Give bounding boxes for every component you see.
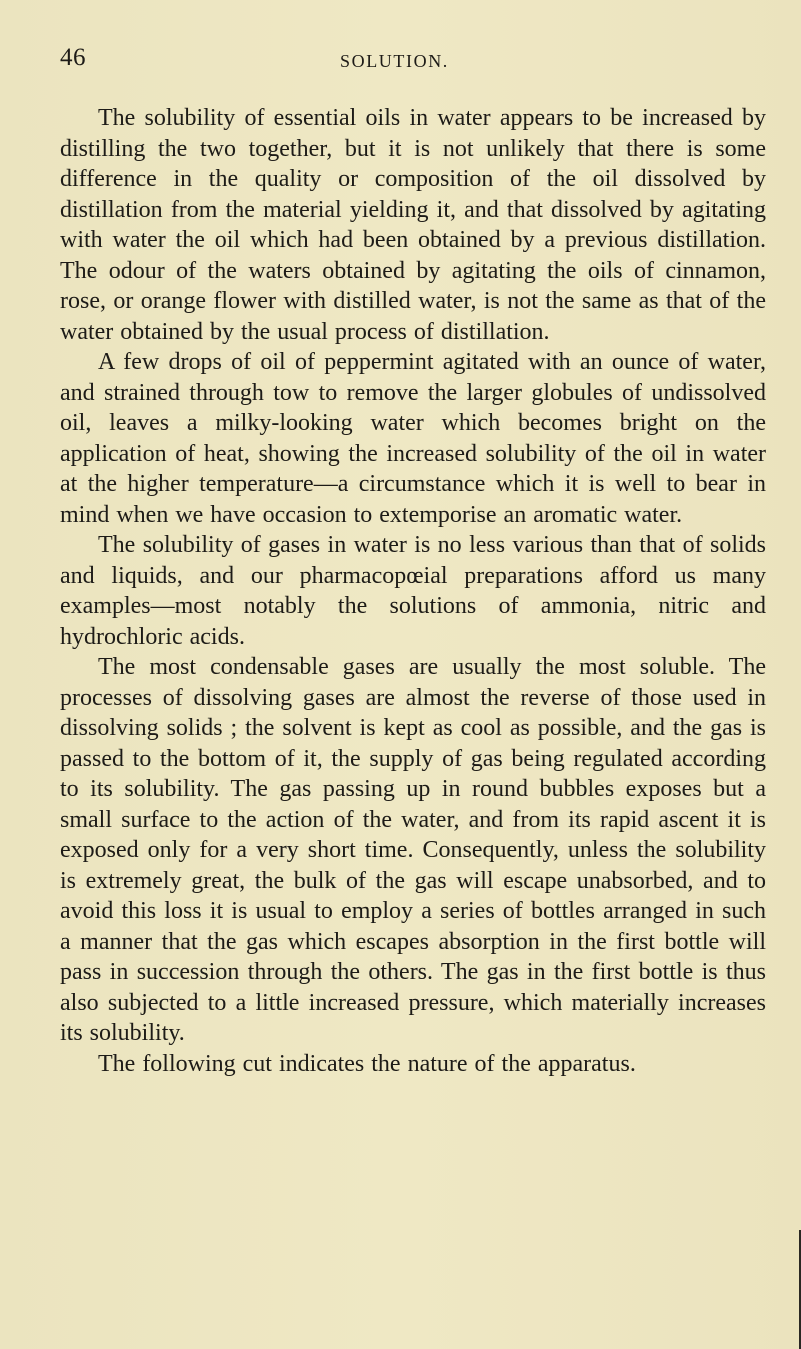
paragraph-gases-solubility: The solubility of gases in water is no less various than that of solids and liquids, and our pharmacopœial preparations afford us many examples—most notably the solutions of ammonia, nitric and hydrochloric acids. (60, 532, 766, 650)
body-text (60, 103, 766, 1079)
paragraph-condensable-gases: The most condensable gases are usually the most soluble. The processes of dissolving gases are almost the reverse of those used in dissolving solids ; the solvent is kept as cool as possible, and the gas is passed to the bottom of it, the supply of gas being regulated according to its solubility. The gas passing up in round bubbles exposes but a small surface to the action of the water, and from its rapid ascent it is exposed only for a very short time. Consequently, unless the solubility is extremely great, the bulk of the gas will escape unabsorbed, and to avoid this loss it is usual to employ a series of bottles arranged in such a manner that the gas which escapes absorption in the first bottle will pass in succession through the others. The gas in the first bottle is thus also subjected to a little increased pressure, which materially increases its solubility. (60, 654, 766, 1046)
paragraph-apparatus: The following cut indicates the nature of the apparatus. (98, 1050, 636, 1077)
page-header (60, 44, 750, 84)
page-number: 46 (60, 44, 86, 71)
running-head: SOLUTION. (340, 51, 449, 71)
paragraph-essential-oils: The solubility of essential oils in water appears to be increased by distilling the two together, but it is not unlikely that there is some difference in the quality or composition of the oil dissolved by distillation from the material yielding it, and that dissolved by agitating with water the oil which had been obtained by a previous distillation. The odour of the waters obtained by agitating the oils of cinnamon, rose, or orange flower with distilled water, is not the same as that of the water obtained by the usual process of distillation. (60, 105, 766, 345)
paragraph-peppermint: A few drops of oil of peppermint agitated with an ounce of water, and strained through tow to remove the larger globules of undissolved oil, leaves a milky-looking water which becomes bright on the application of heat, showing the increased solubility of the oil in water at the higher temperature—a circumstance which it is well to bear in mind when we have occasion to extemporise an aromatic water. (60, 349, 766, 528)
